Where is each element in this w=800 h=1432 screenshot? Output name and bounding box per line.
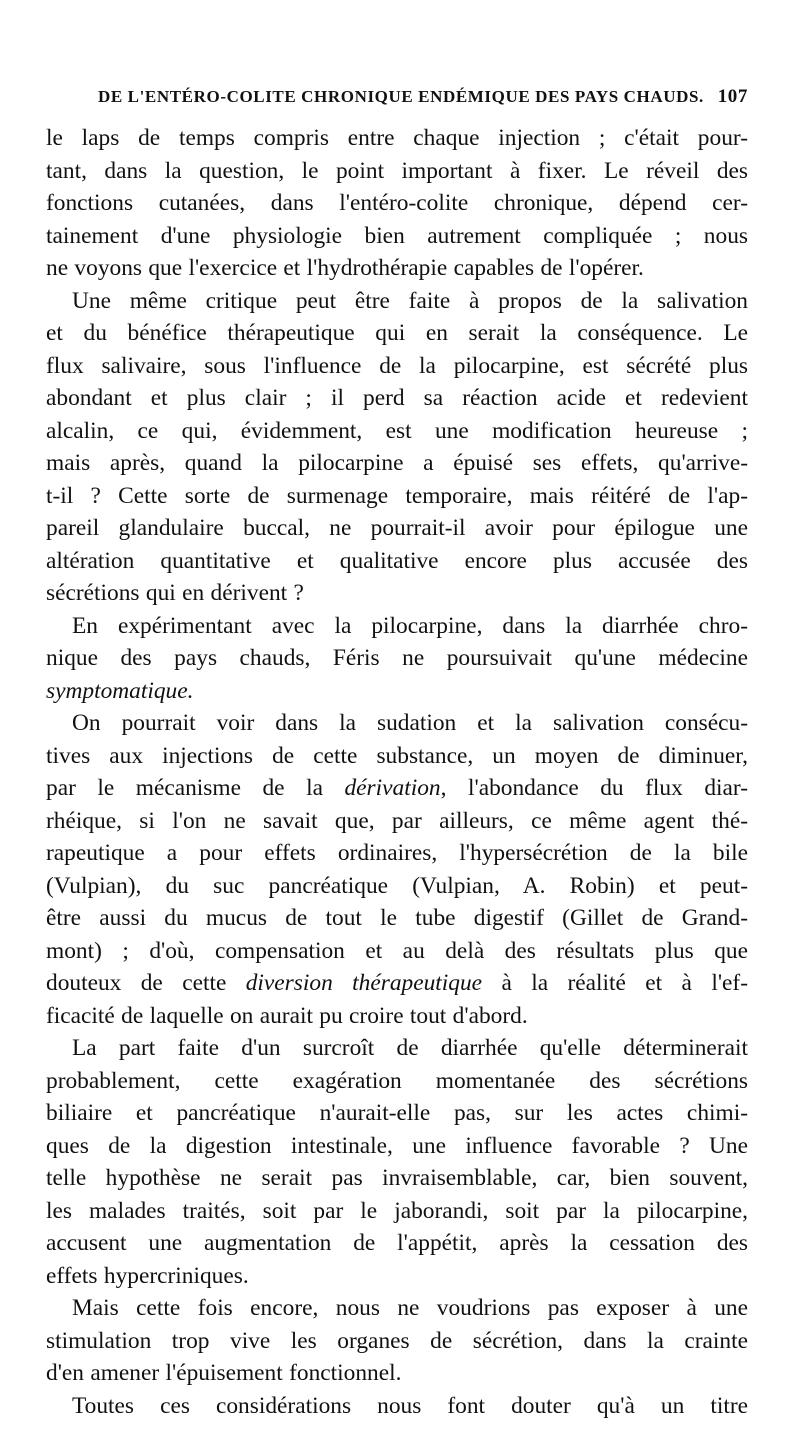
- text-line: effets hypercriniques.: [46, 1262, 249, 1289]
- text-line: mont) ; d'où, compensation et au delà des résultats plus que: [46, 937, 748, 964]
- text-run: douteux de cette: [46, 970, 246, 996]
- text-line: et du bénéfice thérapeutique qui en serait la conséquence. Le: [46, 320, 748, 346]
- text-line: être aussi du mucus de tout le tube digestif (Gillet de Grand-: [46, 905, 748, 931]
- italic-term: dérivation: [344, 775, 441, 801]
- text-line: ficacité de laquelle on aurait pu croire tout d'abord.: [46, 1002, 528, 1029]
- text-run: par le mécanisme de la: [46, 775, 345, 801]
- text-line: telle hypothèse ne serait pas invraisemblable, car, bien souvent,: [46, 1165, 748, 1191]
- text-line: flux salivaire, sous l'influence de la pilocarpine, est sécrété plus: [46, 352, 748, 379]
- text-line: Une même critique peut être faite à propos de la salivation: [72, 287, 748, 314]
- page-number: 107: [717, 86, 748, 107]
- running-head: [46, 86, 748, 112]
- text-line: tainement d'une physiologie bien autrement compliquée ; nous: [46, 222, 748, 249]
- text-line: tives aux injections de cette substance, un moyen de diminuer,: [46, 742, 748, 769]
- text-line: t-il ? Cette sorte de surmenage temporaire, mais réitéré de l'ap-: [46, 482, 748, 509]
- text-line: En expérimentant avec la pilocarpine, dans la diarrhée chro-: [72, 612, 748, 639]
- text-line: mais après, quand la pilocarpine a épuisé ses effets, qu'arrive-: [46, 450, 748, 476]
- text-line: tant, dans la question, le point important à fixer. Le réveil des: [46, 157, 748, 184]
- paragraph-6: [46, 1292, 748, 1390]
- text-line: Mais cette fois encore, nous ne voudrions pas exposer à une: [72, 1295, 748, 1321]
- paragraph-7: [46, 1390, 748, 1423]
- text-line: les malades traités, soit par le jaborandi, soit par la pilocarpine,: [46, 1197, 748, 1224]
- text-line: fonctions cutanées, dans l'entéro-colite chronique, dépend cer-: [46, 190, 748, 216]
- book-page: [46, 86, 748, 1422]
- paragraph-2: [46, 285, 748, 610]
- text-run: à la réalité et à l'ef-: [482, 970, 748, 996]
- text-line: [46, 772, 748, 805]
- paragraph-3: [46, 610, 748, 708]
- italic-term: diversion thérapeutique: [245, 970, 483, 996]
- text-line: Toutes ces considérations nous font douter qu'à un titre: [72, 1392, 748, 1419]
- paragraph-4: [46, 707, 748, 1032]
- text-line: sécrétions qui en dérivent ?: [46, 580, 304, 606]
- text-line: altération quantitative et qualitative encore plus accusée des: [46, 547, 748, 574]
- text-run: , l'abondance du flux diar-: [440, 775, 749, 801]
- text-line: (Vulpian), du suc pancréatique (Vulpian, A. Robin) et peut-: [46, 872, 748, 899]
- text-line: [46, 967, 748, 1000]
- text-line: alcalin, ce qui, évidemment, est une modification heureuse ;: [46, 417, 748, 444]
- text-line: rhéique, si l'on ne savait que, par ailleurs, ce même agent thé-: [46, 807, 748, 834]
- text-line: rapeutique a pour effets ordinaires, l'hypersécrétion de la bile: [46, 840, 748, 866]
- text-line: probablement, cette exagération momentanée des sécrétions: [46, 1067, 748, 1094]
- italic-term: symptomatique.: [46, 677, 194, 704]
- text-line: accusent une augmentation de l'appétit, après la cessation des: [46, 1230, 748, 1256]
- running-head-title: DE L'ENTÉRO-COLITE CHRONIQUE ENDÉMIQUE DES PAYS CHAUDS.: [98, 87, 704, 106]
- text-line: On pourrait voir dans la sudation et la salivation consécu-: [72, 710, 748, 736]
- text-line: pareil glandulaire buccal, ne pourrait-il avoir pour épilogue une: [46, 515, 748, 541]
- text-line: biliaire et pancréatique n'aurait-elle pas, sur les actes chimi-: [46, 1100, 748, 1126]
- text-line: stimulation trop vive les organes de sécrétion, dans la crainte: [46, 1327, 748, 1354]
- text-line: le laps de temps compris entre chaque injection ; c'était pour-: [46, 125, 748, 151]
- text-line: ques de la digestion intestinale, une influence favorable ? Une: [46, 1132, 748, 1159]
- text-line: [46, 675, 748, 708]
- paragraph-1: [46, 122, 748, 285]
- paragraph-5: [46, 1032, 748, 1292]
- text-line: ne voyons que l'exercice et l'hydrothérapie capables de l'opérer.: [46, 255, 644, 281]
- text-line: abondant et plus clair ; il perd sa réaction acide et redevient: [46, 385, 748, 411]
- text-line: d'en amener l'épuisement fonctionnel.: [46, 1360, 402, 1386]
- text-line: La part faite d'un surcroît de diarrhée qu'elle déterminerait: [72, 1035, 748, 1061]
- text-line: nique des pays chauds, Féris ne poursuivait qu'une médecine: [46, 645, 748, 671]
- body-text: [46, 122, 748, 1422]
